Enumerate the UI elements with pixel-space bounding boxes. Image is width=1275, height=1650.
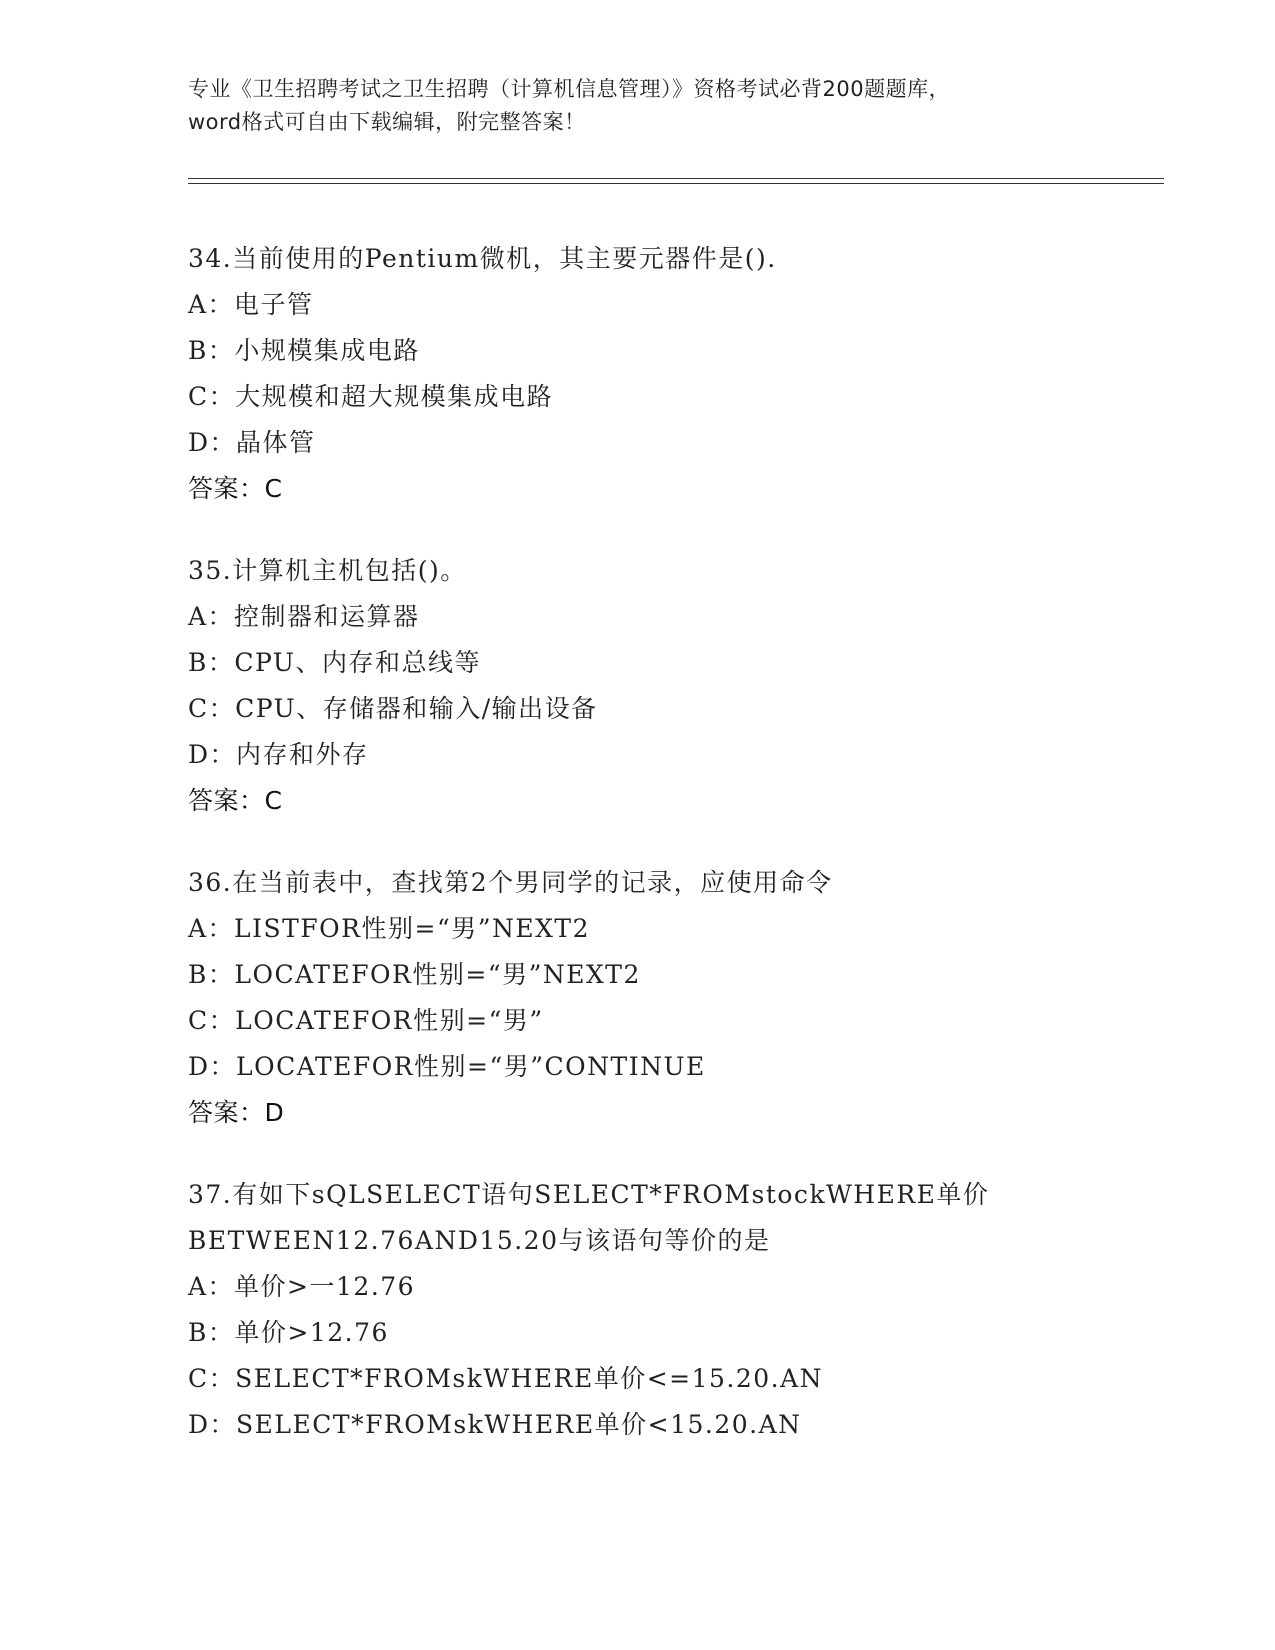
option-c: C：大规模和超大规模集成电路	[188, 382, 554, 411]
header-divider-top	[188, 178, 1164, 179]
question-stem: 37.有如下sQLSELECT语句SELECT*FROMstockWHERE单价	[188, 1180, 990, 1209]
question-35	[188, 548, 1168, 824]
header-line-2: word格式可自由下载编辑，附完整答案！	[188, 110, 586, 134]
question-36	[188, 860, 1168, 1136]
answer-text: 答案：D	[188, 1098, 285, 1127]
question-list	[188, 236, 1168, 1484]
option-a: A：控制器和运算器	[188, 602, 420, 631]
option-d: D：LOCATEFOR性别=“男”CONTINUE	[188, 1052, 706, 1081]
option-a: A：电子管	[188, 290, 314, 319]
option-b: B：CPU、内存和总线等	[188, 648, 481, 677]
option-a: A：LISTFOR性别=“男”NEXT2	[188, 914, 591, 943]
option-c: C：SELECT*FROMskWHERE单价<=15.20.AN	[188, 1364, 824, 1393]
header-divider-bottom	[188, 183, 1164, 184]
option-c: C：CPU、存储器和输入/输出设备	[188, 694, 598, 723]
option-d: D：内存和外存	[188, 740, 369, 769]
option-d: D：晶体管	[188, 428, 316, 457]
option-d: D：SELECT*FROMskWHERE单价<15.20.AN	[188, 1410, 802, 1439]
option-c: C：LOCATEFOR性别=“男”	[188, 1006, 544, 1035]
question-stem: 34.当前使用的Pentium微机，其主要元器件是().	[188, 244, 777, 273]
question-stem-continued: BETWEEN12.76AND15.20与该语句等价的是	[188, 1226, 771, 1255]
option-b: B：LOCATEFOR性别=“男”NEXT2	[188, 960, 641, 989]
header-line-1: 专业《卫生招聘考试之卫生招聘（计算机信息管理）》资格考试必背200题题库，	[188, 77, 951, 101]
answer-text: 答案：C	[188, 474, 283, 503]
option-b: B：单价>12.76	[188, 1318, 389, 1347]
document-header	[188, 73, 1088, 139]
question-37	[188, 1172, 1168, 1448]
option-a: A：单价>一12.76	[188, 1272, 416, 1301]
question-stem: 35.计算机主机包括()。	[188, 556, 467, 585]
option-b: B：小规模集成电路	[188, 336, 420, 365]
question-stem: 36.在当前表中，查找第2个男同学的记录，应使用命令	[188, 868, 833, 897]
question-34	[188, 236, 1168, 512]
answer-text: 答案：C	[188, 786, 283, 815]
